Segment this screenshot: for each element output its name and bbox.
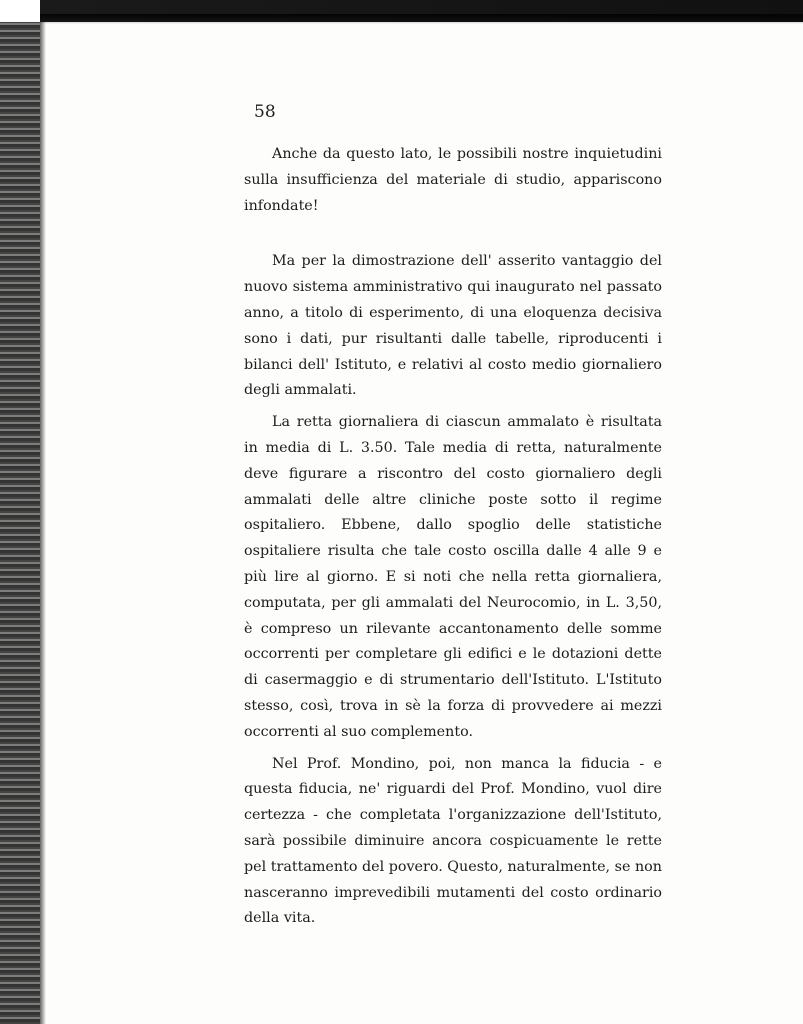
- body-text: [244, 142, 662, 932]
- paragraph-2: Ma per la dimostrazione dell' asserito vantaggio del nuovo sistema amministrativo qui inaugurato nel passato anno, a titolo di esperimento, di una eloquenza decisiva sono i dati, pur risultanti dalle tabelle, riproducenti i bilanci dell' Istituto, e relativi al costo medio giornaliero degli ammalati.: [244, 253, 662, 399]
- paragraph-3: La retta giornaliera di ciascun ammalato è risultata in media di L. 3.50. Tale media di retta, naturalmente deve figurare a riscontro del costo giornaliero degli ammalati delle altre cliniche poste sotto il regime ospitaliero. Ebbene, dallo spoglio delle statistiche ospitaliere risulta che tale costo oscilla dalle 4 alle 9 e più lire al giorno. E si noti che nella retta giornaliera, computata, per gli ammalati del Neurocomio, in L. 3,50, è compreso un rilevante accantonamento delle somme occorrenti per completare gli edifici e le dotazioni dette di casermaggio e di strumentario dell'Istituto. L'Istituto stesso, così, trova in sè la forza di provvedere ai mezzi occorrenti al suo complemento.: [244, 414, 662, 740]
- scan-left-shadow: [40, 0, 46, 1024]
- page-number: 58: [254, 102, 276, 122]
- scan-left-edge: [0, 0, 40, 1024]
- scan-top-shadow: [40, 14, 803, 24]
- paragraph-1: Anche da questo lato, le possibili nostre inquietudini sulla insufficienza del materiale di studio, appariscono infondate!: [244, 146, 662, 214]
- paragraph-4: Nel Prof. Mondino, poi, non manca la fiducia - e questa fiducia, ne' riguardi del Prof. Mondino, vuol dire certezza - che completata l'organizzazione dell'Istituto, sarà possibile diminuire ancora cospicuamente le rette pel trattamento del povero. Questo, naturalmente, se non nasceranno imprevedibili mutamenti del costo ordinario della vita.: [244, 755, 662, 927]
